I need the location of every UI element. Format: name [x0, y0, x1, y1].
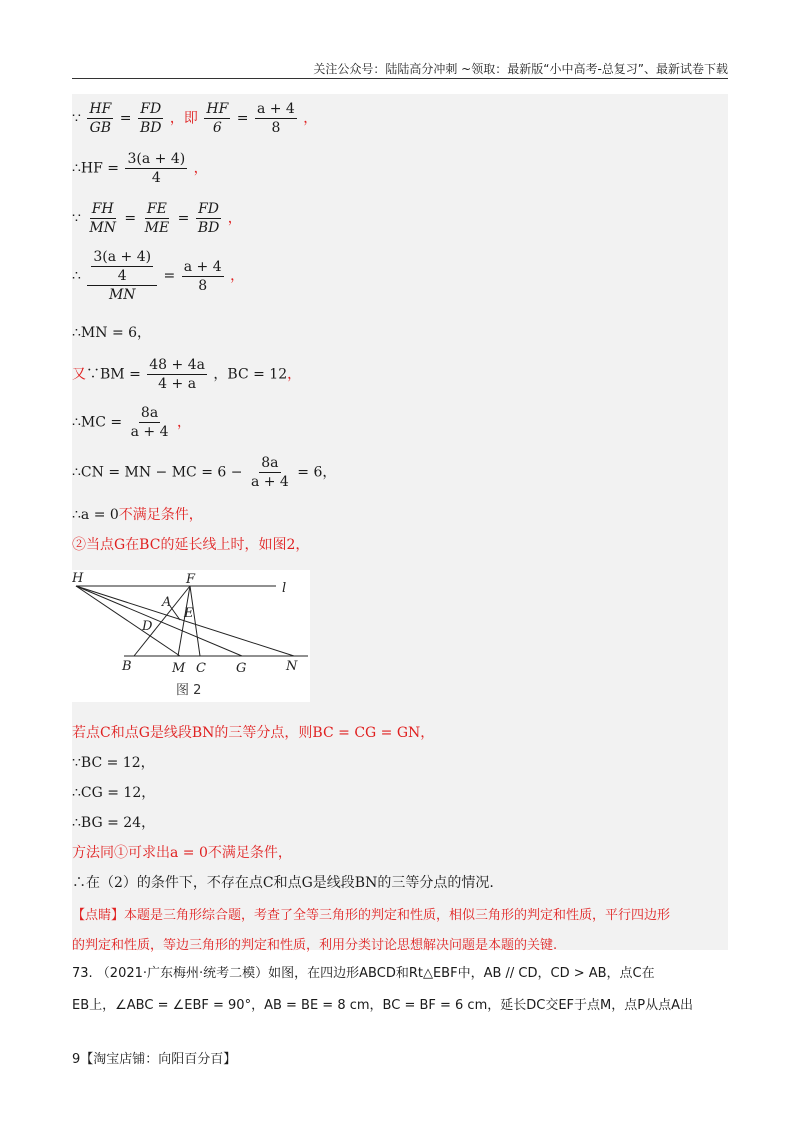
- eq-line-4: ∴ $\frac{\frac{3(a + 4)}{4}}{MN}$ = $\frac{a + 4}{8}$ ，: [72, 249, 245, 303]
- fraction: $\frac{FE}{ME}$: [144, 201, 170, 236]
- eq-line-3: ∵ $\frac{FH}{MN}$ = $\frac{FE}{ME}$ = $\frac{FD}{BD}$ ，: [72, 201, 242, 236]
- label-b: B: [122, 659, 132, 674]
- header-rule: [72, 78, 728, 79]
- conclusion-line: ∴在（2）的条件下，不存在点C和点G是线段BN的三等分点的情况.: [72, 875, 494, 891]
- label-a: A: [162, 595, 172, 610]
- eq-line-14: ∴BG = 24，: [72, 815, 156, 831]
- eq-line-12: ∵BC = 12，: [72, 755, 155, 771]
- seg-hn: [76, 586, 294, 656]
- label-d: D: [142, 619, 153, 634]
- label-g: G: [236, 661, 247, 676]
- figure-svg: [72, 570, 310, 702]
- fraction: $\frac{FD}{BD}$: [139, 101, 162, 136]
- seg-hg: [76, 586, 242, 656]
- seg-fc: [190, 586, 200, 656]
- fraction: $\frac{HF}{GB}$: [89, 101, 112, 136]
- eq-line-9: ∴a = 0不满足条件，: [72, 507, 203, 523]
- eq-line-2: ∴HF = $\frac{3(a + 4)}{4}$ ，: [72, 151, 208, 186]
- because-symbol: ∵: [72, 110, 81, 127]
- fraction: $\frac{8a}{a + 4}$: [130, 405, 169, 440]
- label-e: E: [184, 606, 194, 621]
- eq-line-13: ∴CG = 12，: [72, 785, 156, 801]
- key-point-line-1: 【点睛】本题是三角形综合题，考查了全等三角形的判定和性质，相似三角形的判定和性质，平行四边形: [72, 908, 671, 923]
- fraction: $\frac{48 + 4a}{4 + a}$: [149, 357, 205, 392]
- eq-line-15: 方法同①可求出a = 0不满足条件，: [72, 845, 292, 861]
- question-73-line-1: 73. （2021·广东梅州·统考二模）如图，在四边形ABCD和Rt△EBF中，AB // CD，CD > AB，点C在: [72, 966, 655, 981]
- compound-fraction: $\frac{\frac{3(a + 4)}{4}}{MN}$: [87, 248, 157, 304]
- label-h: H: [72, 571, 84, 586]
- eq-line-5: ∴MN = 6，: [72, 325, 152, 341]
- question-73-line-2: EB上，∠ABC = ∠EBF = 90°，AB = BE = 8 cm，BC = BF = 6 cm，延长DC交EF于点M，点P从点A出: [72, 998, 693, 1013]
- label-l: l: [282, 581, 287, 596]
- eq-line-1: ∵ $\frac{HF}{GB}$ = $\frac{FD}{BD}$ ，即 $\frac{HF}{6}$ = $\frac{a + 4}{8}$ ，: [72, 101, 318, 136]
- key-point-line-2: 的判定和性质，等边三角形的判定和性质，利用分类讨论思想解决问题是本题的关键.: [72, 938, 558, 953]
- fraction: $\frac{8a}{a + 4}$: [250, 455, 289, 490]
- eq-line-7: ∴MC = $\frac{8a}{a + 4}$ ，: [72, 405, 191, 440]
- fraction: $\frac{HF}{6}$: [206, 101, 229, 136]
- eq-line-8: ∴CN = MN − MC = 6 − $\frac{8a}{a + 4}$ = 6，: [72, 455, 337, 490]
- seg-fm: [178, 586, 190, 656]
- page-footer: 9【淘宝店铺：向阳百分百】: [72, 1052, 237, 1067]
- case-two-heading: ②当点G在BC的延长线上时，如图2，: [72, 537, 310, 553]
- fraction: $\frac{FD}{BD}$: [197, 201, 220, 236]
- label-m: M: [172, 661, 186, 676]
- page-header: 关注公众号：陆陆高分冲刺 ~领取：最新版“小中高考-总复习”、最新试卷下载: [313, 62, 728, 76]
- fraction: $\frac{FH}{MN}$: [89, 201, 116, 236]
- fraction: $\frac{a + 4}{8}$: [256, 101, 295, 136]
- label-n: N: [286, 659, 298, 674]
- eq-line-6: 又∵BM = $\frac{48 + 4a}{4 + a}$ ，BC = 12，: [72, 357, 302, 392]
- figure-caption: 图 2: [176, 683, 202, 698]
- label-c: C: [196, 661, 206, 676]
- fraction: $\frac{3(a + 4)}{4}$: [127, 151, 186, 186]
- label-f: F: [186, 572, 196, 587]
- geometry-figure: [72, 570, 310, 702]
- eq-line-11: 若点C和点G是线段BN的三等分点，则BC = CG = GN，: [72, 725, 435, 741]
- fraction: $\frac{a + 4}{8}$: [183, 258, 222, 294]
